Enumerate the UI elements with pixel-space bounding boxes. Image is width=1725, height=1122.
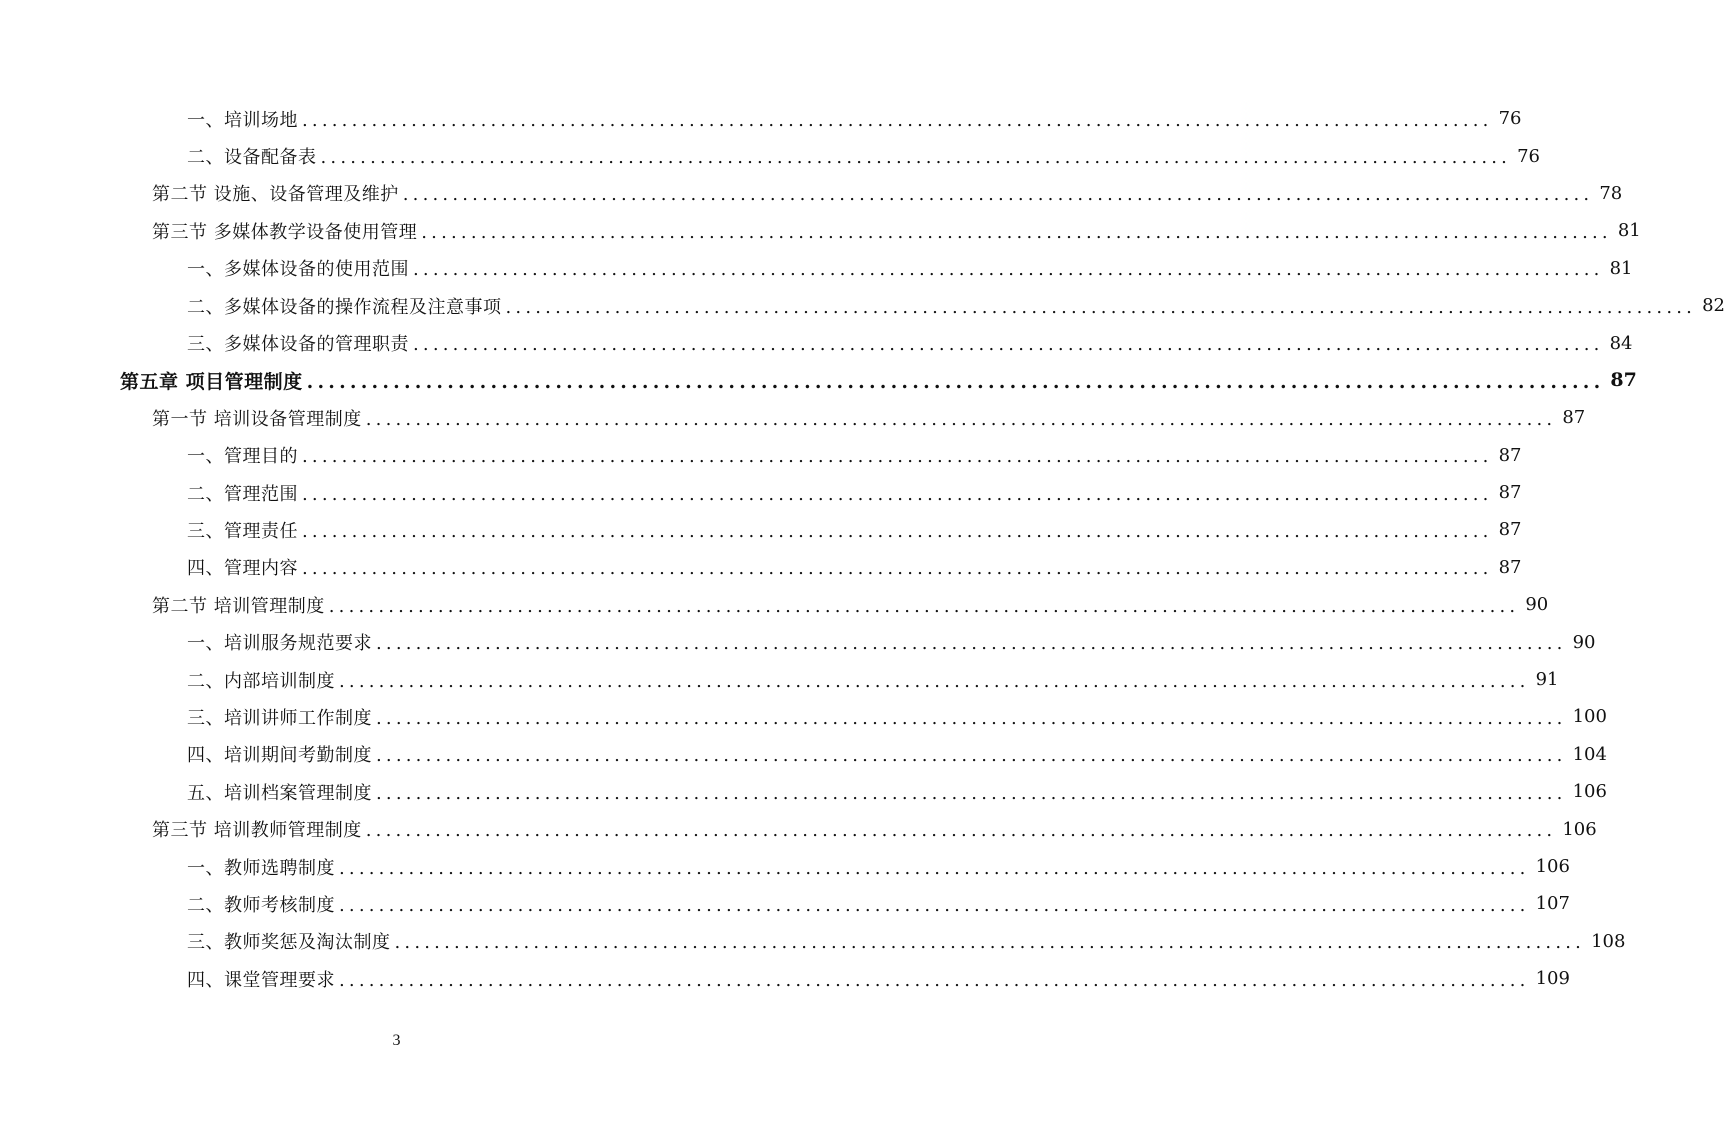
toc-entry-title: 四、培训期间考勤制度 (187, 745, 372, 767)
toc-dot-leader: ........................................................................................................................ (365, 820, 1557, 842)
toc-entry-title: 二、多媒体设备的操作流程及注意事项 (187, 296, 502, 318)
toc-subsection-entry[interactable] (0, 923, 1626, 960)
toc-entry-page-number: 91 (1535, 669, 1559, 691)
toc-entry-title: 二、设备配备表 (187, 147, 317, 169)
toc-section-entry[interactable] (0, 212, 1641, 249)
toc-dot-leader: ........................................................................................................................ (302, 109, 1493, 131)
toc-entry-page-number: 87 (1562, 407, 1586, 429)
toc-section-entry[interactable] (0, 810, 1597, 847)
toc-subsection-entry[interactable] (0, 549, 1522, 586)
toc-subsection-entry[interactable] (0, 511, 1522, 548)
toc-subsection-entry[interactable] (0, 885, 1570, 922)
toc-entry-page-number: 106 (1535, 856, 1570, 877)
toc-dot-leader: ........................................................................................................................ (302, 558, 1493, 580)
toc-subsection-entry[interactable] (0, 623, 1596, 660)
toc-dot-leader: ........................................................................................................................ (394, 932, 1586, 954)
toc-chapter-entry[interactable] (0, 362, 1637, 399)
toc-entry-page-number: 108 (1591, 930, 1626, 952)
toc-entry-title: 第一节 培训设备管理制度 (152, 408, 362, 430)
toc-section-entry[interactable] (0, 586, 1549, 623)
toc-dot-leader: ........................................................................................................................ (413, 334, 1604, 356)
toc-entry-title: 一、培训场地 (187, 109, 298, 131)
toc-dot-leader: ........................................................................................................................ (376, 633, 1567, 655)
toc-dot-leader: ........................................................................................................................ (328, 595, 1520, 617)
toc-dot-leader: ........................................................................................................................ (421, 221, 1612, 243)
toc-entry-page-number: 107 (1535, 893, 1570, 915)
toc-entry-title: 第二节 培训管理制度 (152, 595, 325, 617)
toc-entry-title: 一、多媒体设备的使用范围 (187, 259, 409, 281)
toc-subsection-entry[interactable] (0, 960, 1570, 997)
toc-dot-leader: ........................................................................................................................ (302, 520, 1493, 542)
toc-entry-page-number: 87 (1498, 519, 1522, 541)
toc-dot-leader: ........................................................................................................................ (376, 745, 1567, 767)
toc-section-entry[interactable] (0, 175, 1623, 212)
toc-entry-page-number: 76 (1517, 145, 1541, 167)
toc-section-entry[interactable] (0, 399, 1586, 436)
toc-entry-page-number: 76 (1498, 108, 1522, 130)
toc-subsection-entry[interactable] (0, 698, 1607, 735)
toc-entry-title: 第三节 培训教师管理制度 (152, 820, 362, 842)
toc-entry-page-number: 90 (1572, 631, 1596, 653)
toc-entry-page-number: 106 (1562, 818, 1597, 840)
toc-entry-title: 三、教师奖惩及淘汰制度 (187, 932, 391, 954)
toc-subsection-entry[interactable] (0, 736, 1607, 773)
toc-entry-page-number: 104 (1572, 743, 1607, 765)
page-number: 3 (392, 1032, 401, 1049)
toc-entry-page-number: 84 (1609, 332, 1633, 354)
toc-dot-leader: ........................................................................................................................ (376, 707, 1567, 729)
toc-subsection-entry[interactable] (0, 437, 1522, 474)
toc-subsection-entry[interactable] (0, 848, 1570, 885)
toc-entry-title: 二、管理范围 (187, 483, 298, 505)
toc-entry-page-number: 87 (1498, 556, 1522, 578)
toc-dot-leader: ........................................................................................................................ (302, 483, 1493, 505)
toc-dot-leader: ........................................................................................................................ (306, 370, 1605, 393)
toc-entry-title: 第二节 设施、设备管理及维护 (152, 184, 399, 206)
toc-entry-page-number: 90 (1525, 594, 1549, 616)
toc-entry-title: 一、管理目的 (187, 446, 298, 468)
toc-entry-page-number: 87 (1498, 482, 1522, 504)
toc-entry-title: 五、培训档案管理制度 (187, 782, 372, 804)
toc-subsection-entry[interactable] (0, 324, 1633, 361)
toc-entry-title: 一、培训服务规范要求 (187, 633, 372, 655)
toc-entry-page-number: 81 (1617, 220, 1641, 242)
toc-entry-page-number: 87 (1610, 369, 1637, 392)
toc-entry-page-number: 106 (1572, 781, 1607, 803)
toc-subsection-entry[interactable] (0, 287, 1725, 324)
toc-entry-page-number: 87 (1498, 444, 1522, 466)
toc-dot-leader: ........................................................................................................................ (302, 446, 1493, 468)
toc-entry-page-number: 82 (1702, 295, 1725, 317)
toc-entry-page-number: 78 (1599, 182, 1623, 204)
toc-entry-title: 三、多媒体设备的管理职责 (187, 334, 409, 356)
toc-entry-page-number: 81 (1609, 257, 1633, 279)
toc-dot-leader: ........................................................................................................................ (376, 782, 1567, 804)
toc-entry-title: 第三节 多媒体教学设备使用管理 (152, 221, 418, 243)
toc-subsection-entry[interactable] (0, 661, 1559, 698)
toc-dot-leader: ........................................................................................................................ (365, 408, 1557, 430)
toc-entry-title: 二、教师考核制度 (187, 894, 335, 916)
toc-entry-title: 四、课堂管理要求 (187, 969, 335, 991)
toc-dot-leader: ........................................................................................................................ (339, 670, 1530, 692)
toc-dot-leader: ........................................................................................................................ (505, 296, 1697, 318)
toc-entry-title: 二、内部培训制度 (187, 670, 335, 692)
toc-entry-title: 第五章 项目管理制度 (120, 370, 303, 393)
toc-entry-title: 三、管理责任 (187, 520, 298, 542)
toc-subsection-entry[interactable] (0, 137, 1541, 174)
toc-entry-title: 一、教师选聘制度 (187, 857, 335, 879)
toc-subsection-entry[interactable] (0, 474, 1522, 511)
toc-entry-page-number: 109 (1535, 968, 1570, 990)
toc-dot-leader: ........................................................................................................................ (339, 894, 1530, 916)
toc-dot-leader: ........................................................................................................................ (402, 184, 1594, 206)
toc-dot-leader: ........................................................................................................................ (339, 969, 1530, 991)
toc-entry-title: 三、培训讲师工作制度 (187, 707, 372, 729)
table-of-contents (0, 100, 1725, 997)
toc-subsection-entry[interactable] (0, 773, 1607, 810)
toc-entry-title: 四、管理内容 (187, 558, 298, 580)
toc-dot-leader: ........................................................................................................................ (413, 259, 1604, 281)
toc-subsection-entry[interactable] (0, 100, 1522, 137)
toc-dot-leader: ........................................................................................................................ (320, 147, 1512, 169)
toc-subsection-entry[interactable] (0, 250, 1633, 287)
toc-dot-leader: ........................................................................................................................ (339, 857, 1530, 879)
toc-entry-page-number: 100 (1572, 706, 1607, 728)
